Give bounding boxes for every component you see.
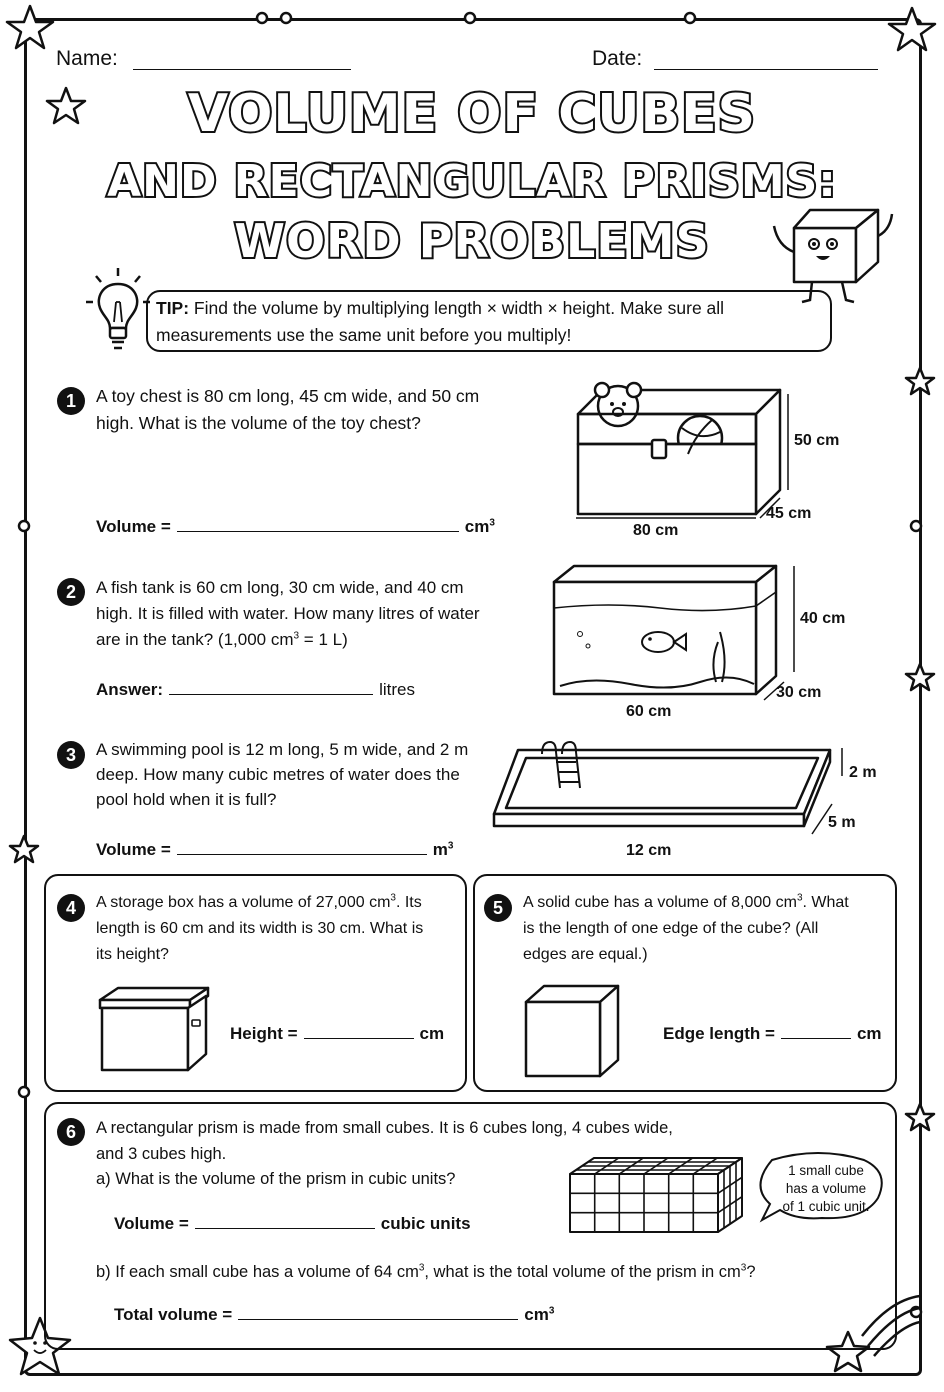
problem-number-4: 4 xyxy=(57,894,85,922)
problem-3-height-label: 2 m xyxy=(849,764,877,781)
problem-4-answer: Height = cm xyxy=(230,1024,445,1043)
problem-3-answer: Volume = $m^3$ xyxy=(96,840,454,859)
swimming-pool-illustration xyxy=(490,738,850,838)
problem-2-width-label: 30 cm xyxy=(776,684,822,701)
problem-5-text: A solid cube has a volume of 8,000 $cm^3$. What is the length of one edge of the cube? (All edges are equal.) xyxy=(523,892,849,963)
problem-3-text: A swimming pool is 12 m long, 5 m wide, and 2 m deep. How many cubic metres of water does the pool hold when it is full? xyxy=(96,740,469,809)
name-label: Name: xyxy=(56,47,118,70)
lightbulb-icon xyxy=(88,266,148,356)
problem-6-text: A rectangular prism is made from small cubes. It is 6 cubes long, 4 cubes wide, and 3 cubes high. xyxy=(96,1119,673,1163)
title-line-1: VOLUME OF CUBES xyxy=(187,84,757,144)
toy-chest-illustration xyxy=(572,384,802,524)
tip-text: TIP: Find the volume by multiplying length × width × height. Make sure all measurements use the same unit before you multiply! xyxy=(156,298,725,345)
problem-3-answer-field[interactable] xyxy=(177,853,427,855)
problem-6-answer-b-field[interactable] xyxy=(238,1318,518,1320)
title-line-3: WORD PROBLEMS xyxy=(234,214,710,268)
problem-number-6: 6 xyxy=(57,1118,85,1146)
problem-3-length-label: 12 cm xyxy=(626,842,672,859)
problem-2-height-label: 40 cm xyxy=(800,610,846,627)
problem-1-height-label: 50 cm xyxy=(794,432,840,449)
star-icon xyxy=(10,836,38,862)
star-icon xyxy=(7,6,53,48)
date-label: Date: xyxy=(592,47,643,70)
storage-box-illustration xyxy=(96,984,216,1074)
problem-5-answer: Edge length = cm xyxy=(663,1024,882,1043)
problem-1-width-label: 45 cm xyxy=(766,505,812,522)
speech-bubble-text: 1 small cube has a volume of 1 cubic unit. xyxy=(782,1163,870,1214)
problem-4-text: A storage box has a volume of 27,000 $cm^3$. Its length is 60 cm and its width is 30 cm. What is its height? xyxy=(96,892,424,963)
name-field[interactable] xyxy=(133,69,351,70)
problem-5-answer-field[interactable] xyxy=(781,1037,851,1039)
cube-illustration xyxy=(522,982,632,1082)
problem-6-answer-a: Volume = cubic units xyxy=(114,1214,471,1233)
problem-6-part-b: b) If each small cube has a volume of 64 $cm^3$, what is the total volume of the prism in $cm^3$? xyxy=(96,1262,756,1281)
star-icon xyxy=(906,368,934,394)
star-icon xyxy=(906,1104,934,1130)
problem-number-1: 1 xyxy=(57,387,85,415)
title-line-2: AND RECTANGULAR PRISMS: xyxy=(107,156,837,207)
problem-number-2: 2 xyxy=(57,578,85,606)
problem-1-text: A toy chest is 80 cm long, 45 cm wide, and 50 cm high. What is the volume of the toy chest? xyxy=(96,386,480,433)
problem-4-answer-field[interactable] xyxy=(304,1037,414,1039)
fish-tank-illustration xyxy=(550,562,810,702)
problem-1-answer: Volume = $cm^3$ xyxy=(96,517,495,536)
problem-2-length-label: 60 cm xyxy=(626,703,672,720)
problem-3-width-label: 5 m xyxy=(828,814,856,831)
problem-1-answer-field[interactable] xyxy=(177,530,459,532)
problem-2-text: A fish tank is 60 cm long, 30 cm wide, and 40 cm high. It is filled with water. How many litres of water are in the tank? (1,000 $cm^3 = 1$ L) xyxy=(96,578,480,649)
problem-number-5: 5 xyxy=(484,894,512,922)
date-field[interactable] xyxy=(654,69,878,70)
problem-number-3: 3 xyxy=(57,741,85,769)
problem-6-answer-a-field[interactable] xyxy=(195,1227,375,1229)
cube-prism-illustration xyxy=(566,1154,756,1244)
star-icon xyxy=(889,8,935,50)
problem-2-answer-field[interactable] xyxy=(169,693,373,695)
problem-6-part-a: a) What is the volume of the prism in cubic units? xyxy=(96,1170,456,1188)
problem-2-answer: Answer: litres xyxy=(96,680,415,699)
problem-1-length-label: 80 cm xyxy=(633,522,679,539)
star-icon xyxy=(906,664,934,690)
problem-6-answer-b: Total volume = $cm^3$ xyxy=(114,1305,555,1324)
